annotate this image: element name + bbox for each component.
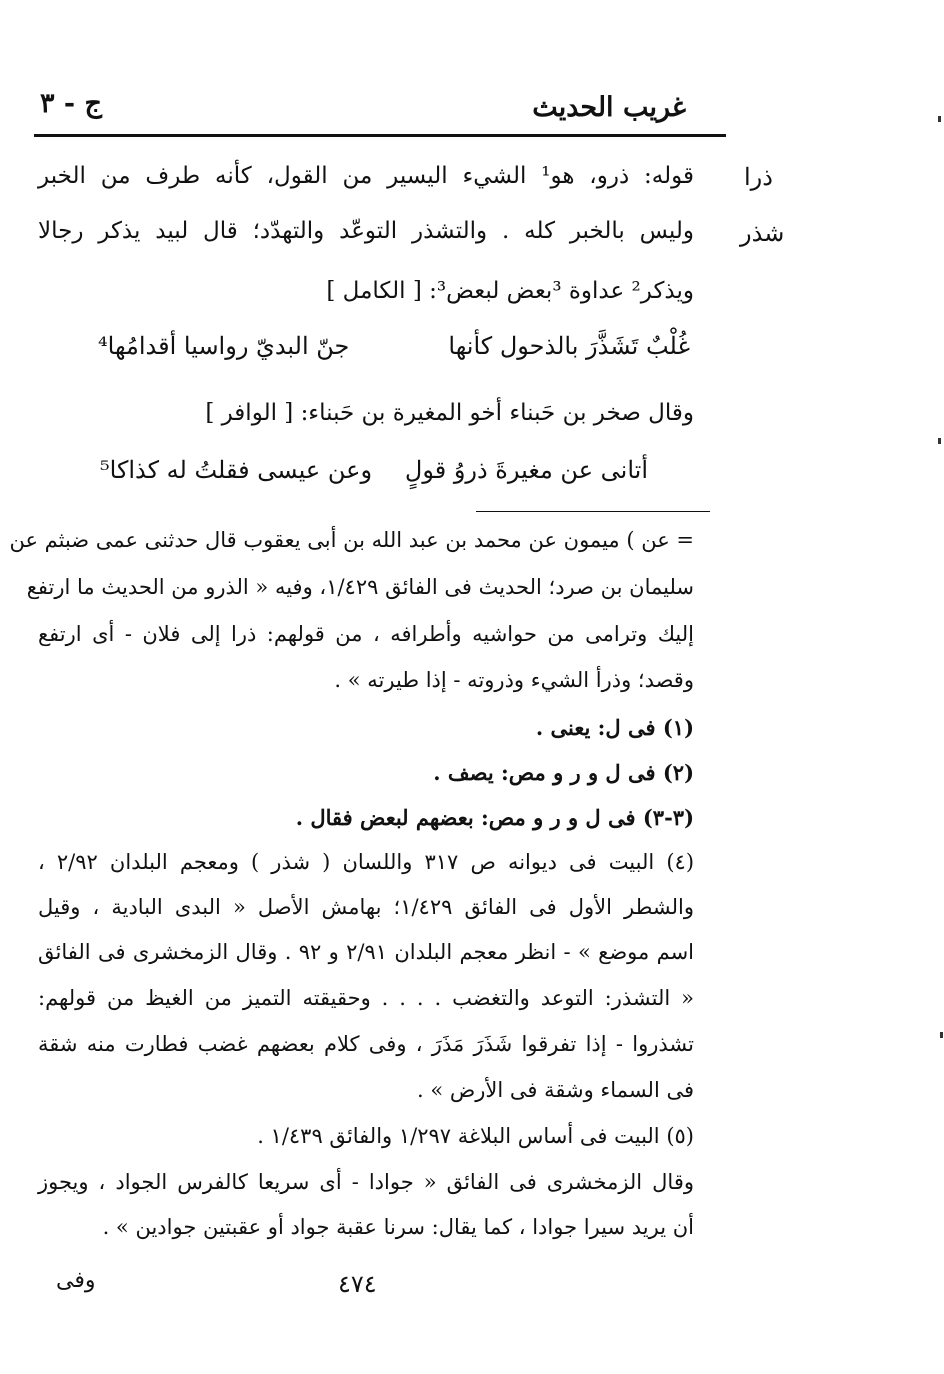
footnote-line: أن يريد سيرا جوادا ، كما يقال: سرنا عقبة جواد أو عقبتين جوادين » .	[102, 1215, 694, 1239]
page-number: ٤٧٤	[338, 1270, 377, 1298]
main-text-line: ويذكر² عداوة ³بعض لبعض³: [ الكامل ]	[326, 278, 694, 304]
footnote-line: تشذروا - إذا تفرقوا شَذَرَ مَذَرَ ، وفى كلام بعضهم غضب فطارت منه شقة	[38, 1032, 694, 1056]
footnote-line: فى السماء وشقة فى الأرض » .	[417, 1078, 694, 1102]
footnote-line: (٥) البيت فى أساس البلاغة ١/٢٩٧ والفائق ١/٤٣٩ .	[257, 1124, 694, 1148]
scan-edge-mark	[938, 116, 941, 122]
main-text-line: قوله: ذرو، هو¹ الشيء اليسير من القول، كأنه طرف من الخبر	[38, 163, 694, 189]
verse-hemistich: غُلْبٌ تَشَذَّرَ بالذحول كأنها	[448, 332, 690, 360]
main-text-line: وليس بالخبر كله . والتشذر التوعّد والتهدّد؛ قال لبيد يذكر رجالا	[38, 218, 694, 244]
footnote-line: (٤) البيت فى ديوانه ص ٣١٧ واللسان ( شذر ) ومعجم البلدان ٢/٩٢ ،	[38, 850, 695, 874]
catchword: وفى	[56, 1268, 96, 1293]
running-header-volume: ج - ٣	[40, 88, 102, 119]
footnote-line: (٢) فى ل و ر و مص: يصف .	[433, 760, 694, 785]
verse-hemistich: جنّ البديّ رواسيا أقدامُها⁴	[98, 332, 350, 360]
footnote-line: وقال الزمخشرى فى الفائق « جوادا - أى سريعا كالفرس الجواد ، ويجوز	[38, 1170, 694, 1194]
footnote-line: اسم موضع » - انظر معجم البلدان ٢/٩١ و ٩٢ . وقال الزمخشرى فى الفائق	[38, 940, 694, 964]
footnote-line: = عن ) ميمون عن محمد بن عبد الله بن أبى يعقوب قال حدثنى عمى ضبثم عن	[9, 528, 694, 552]
main-text-line: وقال صخر بن حَبناء أخو المغيرة بن حَبناء: [ الوافر ]	[205, 400, 694, 426]
margin-keyword: ذرا	[744, 163, 773, 191]
footnote-rule	[476, 511, 710, 512]
footnote-line: وقصد؛ وذرأ الشيء وذروته - إذا طيرته » .	[334, 668, 694, 692]
running-header-title: غريب الحديث	[532, 92, 686, 123]
verse-hemistich: وعن عيسى فقلتُ له كذاكا⁵	[100, 456, 373, 484]
footnote-line: والشطر الأول فى الفائق ١/٤٢٩؛ بهامش الأصل « البدى البادية ، وقيل	[38, 895, 694, 919]
header-rule	[34, 134, 726, 137]
footnote-line: (١) فى ل: يعنى .	[535, 715, 694, 740]
footnote-line: « التشذر: التوعد والتغضب . . . . وحقيقته التميز من الغيظ من قولهم:	[38, 986, 694, 1010]
scan-edge-mark	[940, 1032, 943, 1038]
margin-keyword: شذر	[740, 219, 785, 247]
footnote-line: سليمان بن صرد؛ الحديث فى الفائق ١/٤٢٩، وفيه « الذرو من الحديث ما ارتفع	[26, 575, 694, 599]
verse-hemistich: أتانى عن مغيرةَ ذروُ قولٍ	[404, 456, 648, 484]
footnote-line: (٣-٣) فى ل و ر و مص: بعضهم لبعض فقال .	[295, 805, 694, 830]
footnote-line: إليك وترامى من حواشيه وأطرافه ، من قولهم: ذرا إلى فلان - أى ارتفع	[38, 622, 694, 646]
scan-edge-mark	[938, 438, 941, 444]
